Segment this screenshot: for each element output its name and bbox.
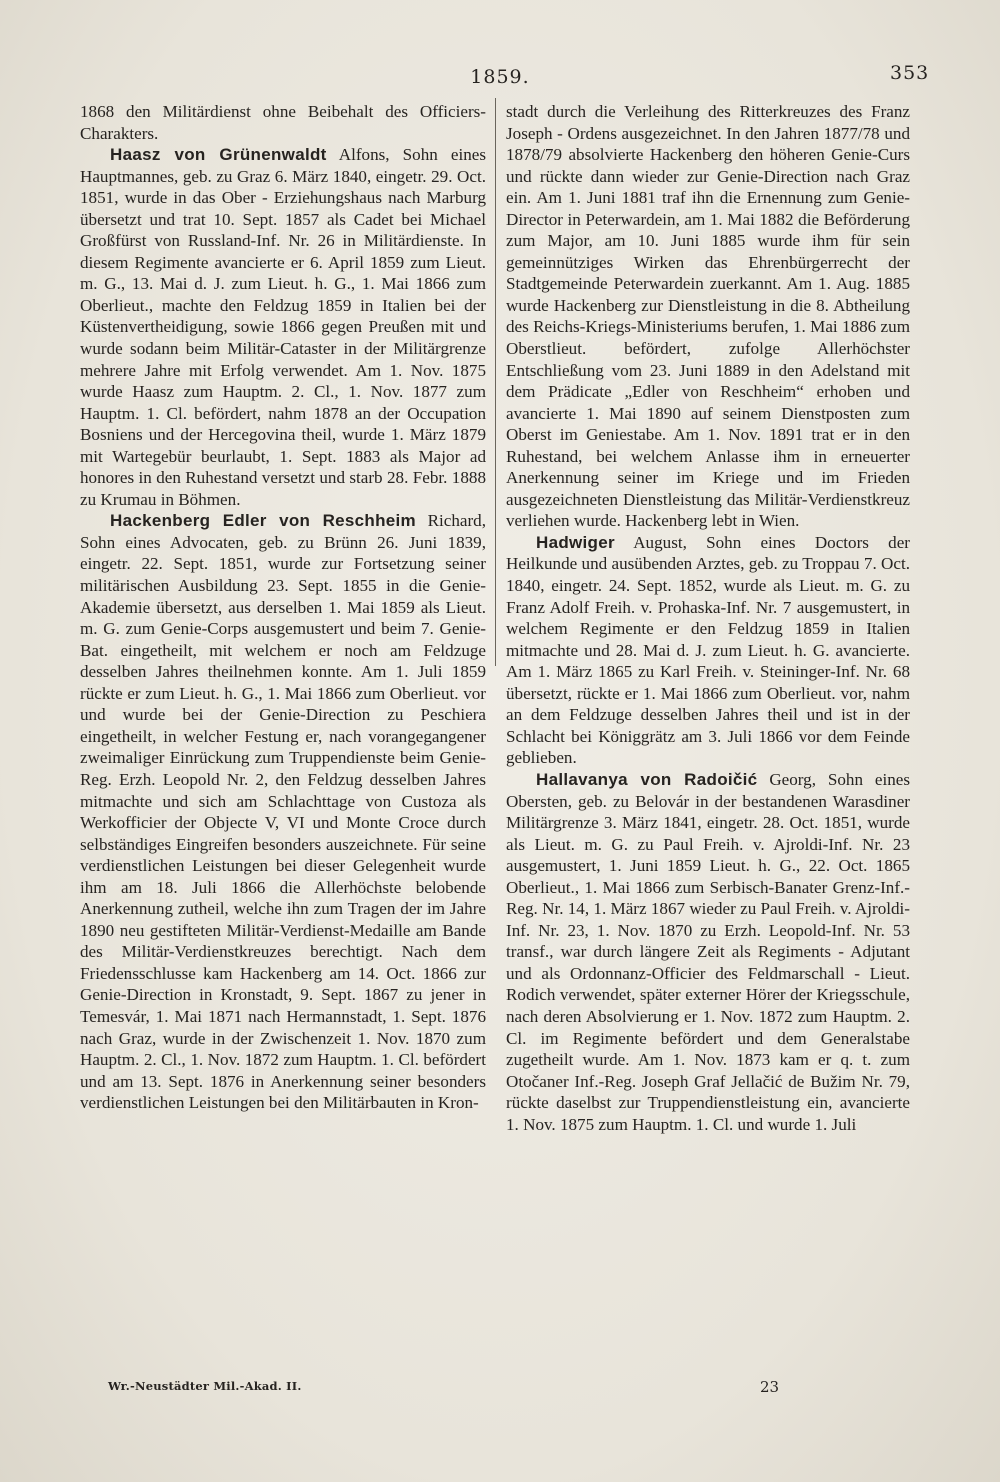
entry-hadwiger [506,532,910,769]
entry-text: Alfons, Sohn eines Hauptmannes, geb. zu Graz 6. März 1840, eingetr. 29. Oct. 1851, wurde in das Ober - Erziehungshaus nach Marburg übersetzt und trat 10. Sept. 1857 als Cadet bei Michael Großfürst von Russland-Inf. Nr. 26 in Militärdienste. In diesem Regimente avancierte er 6. April 1859 zum Lieut. m. G., 13. Mai d. J. zum Lieut. h. G., 1. Mai 1866 zum Oberlieut., machte den Feldzug 1859 in Italien bei der Küstenvertheidigung, sowie 1866 gegen Preußen mit und wurde sodann beim Militär-Cataster in der Militärgrenze mehrere Jahre mit Erfolg verwendet. Am 1. Nov. 1875 wurde Haasz zum Hauptm. 2. Cl., 1. Nov. 1877 zum Hauptm. 1. Cl. befördert, nahm 1878 an der Occupation Bosniens und der Hercegovina theil, wurde 1. März 1879 mit Wartegebür beurlaubt, 1. Sept. 1883 als Major ad honores in den Ruhestand versetzt und starb 28. Febr. 1888 zu Krumau in Böhmen. [80,145,486,509]
column-divider [495,98,496,666]
paragraph-text: 1868 den Militärdienst ohne Beibehalt des Officiers-Charakters. [80,102,486,143]
entry-name: Hackenberg Edler von Reschheim [110,511,416,531]
entry-name: Haasz von Grünenwaldt [110,145,327,165]
left-column [80,101,486,1114]
sheet-number: 23 [760,1378,780,1396]
sheet-signature: Wr.-Neustädter Mil.-Akad. II. [108,1379,302,1393]
paragraph-continuation [80,101,486,144]
entry-name: Hallavanya von Radoičić [536,769,758,789]
paragraph-continuation [506,101,910,532]
right-column [506,101,910,1135]
entry-hackenberg [80,510,486,1113]
entry-hallavanya [506,769,910,1135]
running-header-year: 1859. [470,66,530,88]
entry-name: Hadwiger [536,532,615,552]
entry-text: August, Sohn eines Doctors der Heilkunde und ausübenden Arztes, geb. zu Troppau 7. Oct. 1840, eingetr. 24. Sept. 1852, wurde als Lieut. m. G. zu Franz Adolf Freih. v. Prohaska-Inf. Nr. 7 ausgemustert, in welchem Regimente er den Feldzug 1859 in Italien mitmachte und 28. Mai d. J. zum Lieut. h. G. avancierte. Am 1. März 1865 zu Karl Freih. v. Steininger-Inf. Nr. 68 übersetzt, rückte er 1. Mai 1866 zum Oberlieut. vor, nahm an dem Feldzuge desselben Jahres theil und ist in der Schlacht bei Königgrätz am 3. Juli 1866 vor dem Feinde geblieben. [506,532,910,768]
entry-text: Georg, Sohn eines Obersten, geb. zu Belovár in der bestandenen Warasdiner Militärgrenze 3. März 1841, eingetr. 28. Oct. 1851, wurde als Lieut. m. G. zu Paul Freih. v. Ajroldi-Inf. Nr. 23 ausgemustert, 1. Juni 1859 Lieut. h. G., 22. Oct. 1865 Oberlieut., 1. Mai 1866 zum Serbisch-Banater Grenz-Inf.-Reg. Nr. 14, 1. März 1867 wieder zu Paul Freih. v. Ajroldi-Inf. Nr. 23, 1. Nov. 1870 zu Erzh. Leopold-Inf. Nr. 53 transf., war durch längere Zeit als Regiments - Adjutant und als Ordonnanz-Officier des Feldmarschall - Lieut. Rodich verwendet, später externer Hörer der Kriegsschule, nach deren Absolvierung er 1. Nov. 1872 zum Hauptm. 2. Cl. im Regimente befördert und dem Generalstabe zugetheilt wurde. Am 1. Nov. 1873 kam er q. t. zum Otočaner Inf.-Reg. Joseph Graf Jellačić de Bužim Nr. 79, rückte daselbst zur Truppendienstleistung ein, avancierte 1. Nov. 1875 zum Hauptm. 1. Cl. und wurde 1. Juli [506,769,910,1134]
entry-haasz [80,144,486,510]
entry-text: Richard, Sohn eines Advocaten, geb. zu Brünn 26. Juni 1839, eingetr. 22. Sept. 1851, wurde zur Fortsetzung seiner militärischen Ausbildung 23. Sept. 1855 in die Genie-Akademie übersetzt, aus derselben 1. Mai 1859 als Lieut. m. G. zum Genie-Corps ausgemustert und beim 7. Genie-Bat. eingetheilt, mit welchem er noch am Feldzuge desselben Jahres theilnehmen konnte. Am 1. Juli 1859 rückte er zum Lieut. h. G., 1. Mai 1866 zum Oberlieut. vor und wurde bei der Genie-Direction zu Peschiera eingetheilt, in welcher Festung er, nach vorangegangener zweimaliger Einrückung zum Truppendienste beim Genie-Reg. Erzh. Leopold Nr. 2, den Feldzug desselben Jahres mitmachte und sich am Schlachttage von Custoza als Werkofficier der Objecte V, VI und Monte Croce durch selbständiges Eingreifen besonders auszeichnete. Für seine verdienstlichen Leistungen bei dieser Gelegenheit wurde ihm am 18. Juli 1866 die Allerhöchste belobende Anerkennung zutheil, welche ihn zum Tragen der im Jahre 1890 neu gestifteten Militär-Verdienst-Medaille am Bande des Militär-Verdienstkreuzes berechtigt. Nach dem Friedensschlusse kam Hackenberg am 14. Oct. 1866 zur Genie-Direction in Kronstadt, 9. Sept. 1867 zu jener in Temesvár, 1. Mai 1871 nach Hermannstadt, 1. Sept. 1876 nach Graz, wurde in der Zwischenzeit 1. Nov. 1870 zum Hauptm. 2. Cl., 1. Nov. 1872 zum Hauptm. 1. Cl. befördert und am 13. Sept. 1876 in Anerkennung seiner besonders verdienstlichen Leistungen bei den Militärbauten in Kron- [80,511,486,1113]
page-number: 353 [890,62,930,84]
paragraph-text: stadt durch die Verleihung des Ritterkreuzes des Franz Joseph - Ordens ausgezeichnet. In den Jahren 1877/78 und 1878/79 absolvierte Hackenberg den höheren Genie-Curs und rückte dann wieder zur Genie-Direction nach Graz ein. Am 1. Juni 1881 traf ihn die Ernennung zum Genie-Director in Peterwardein, am 1. Mai 1882 die Beförderung zum Major, am 10. Juni 1885 wurde ihm für sein gemeinnütziges Wirken das Ehrenbürgerrecht der Stadtgemeinde Peterwardein zuerkannt. Am 1. Aug. 1885 wurde Hackenberg zur Dienstleistung in die 8. Abtheilung des Reichs-Kriegs-Ministeriums berufen, 1. Mai 1886 zum Oberstlieut. befördert, zufolge Allerhöchster Entschließung vom 23. Juni 1889 in den Adelstand mit dem Prädicate „Edler von Reschheim“ erhoben und avancierte 1. Mai 1890 auf seinem Dienstposten zum Oberst im Geniestabe. Am 1. Nov. 1891 trat er in den Ruhestand, bei welchem Anlasse ihm in erneuerter Anerkennung seiner im Kriege und im Frieden ausgezeichneten Dienstleistung das Militär-Verdienstkreuz verliehen wurde. Hackenberg lebt in Wien. [506,102,910,531]
